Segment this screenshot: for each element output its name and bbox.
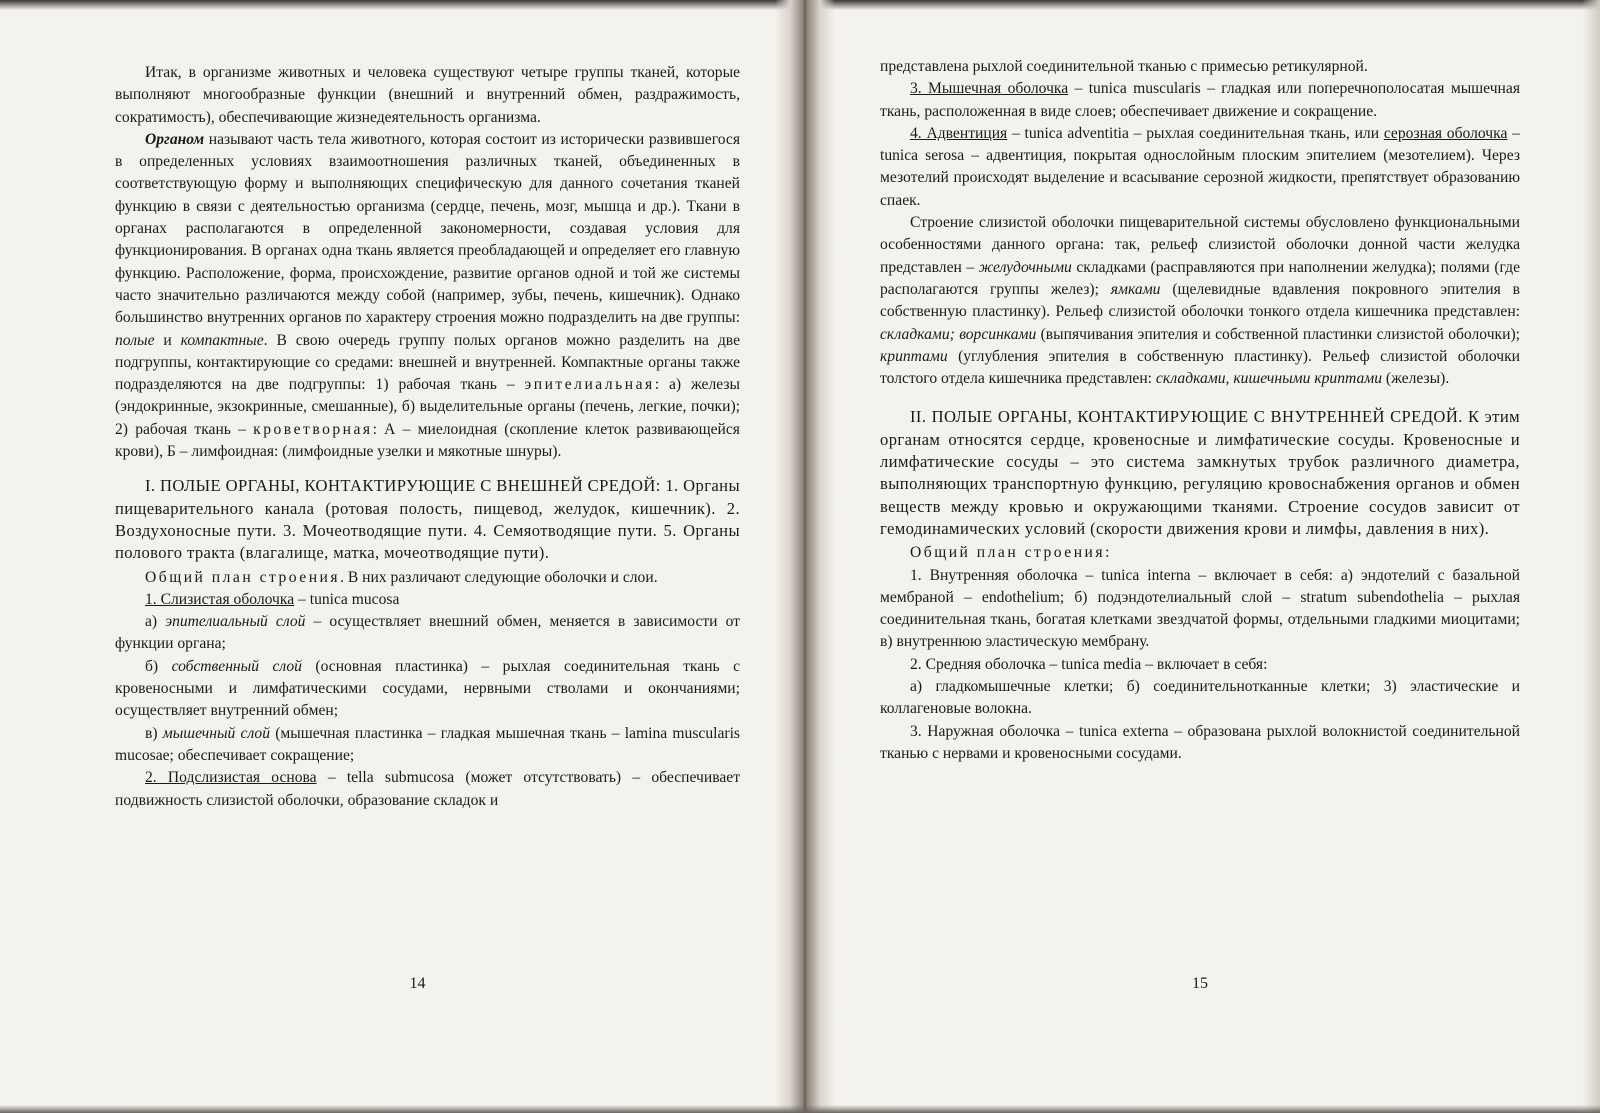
paragraph-mucosa-relief: Строение слизистой оболочки пищеварительной системы обусловлено функциональными особенностями данного органа: так, рельеф слизистой оболочки донной части желудка представлен – желудочными складками (расправляются при наполнении желудка); полями (где располагаются группы желез); ямками (щелевидные вдавления покровного эпителия в собственную пластинку). Рельеф слизистой оболочки тонкого отдела кишечника представлен: складками; ворсинками (выпячивания эпителия и собственной пластинки слизистой оболочки); криптами (углубления эпителия в собственную пластинку). Рельеф слизистой оболочки толстого отдела кишечника представлен: складками, кишечными криптами (железы). [880, 214, 1521, 388]
label-serosa: серозная оболочка [1383, 124, 1508, 142]
item-tunica-media-contents: а) гладкомышечные клетки; б) соединительнотканные клетки; 3) эластические и коллагеновые волокна. [880, 678, 1520, 718]
term-epithelial-layer: эпителиальный слой [165, 613, 306, 631]
item-tunica-interna: 1. Внутренняя оболочка – tunica interna – включает в себя: а) эндотелий с базальной мембраной – endothelium; б) подэндотелиальный слой – stratum subendothelia – рыхлая соединительная ткань, богатая клетками звездчатой формы, отдельными гладкими миоцитами; в) внутреннюю эластическую мембрану. [880, 566, 1520, 651]
scan-right-edge [1582, 0, 1600, 1113]
label-general-plan: Общий план строения [145, 568, 341, 586]
paragraph-intro: Итак, в организме животных и человека существуют четыре группы тканей, которые выполняют многообразные функции (внешний и внутренний обмен, раздражимость, сократимость), обеспечивающие жизнедеятельность организма. [115, 64, 740, 126]
item-tunica-externa: 3. Наружная оболочка – tunica externa – образована рыхлой волокнистой соединительной тканью с нервами и кровеносными сосудами. [880, 722, 1520, 762]
item-muscle-layer: в) мышечный слой (мышечная пластинка – гладкая мышечная ткань – lamina muscularis mucosae; обеспечивает сокращение; [115, 724, 740, 764]
term-gastric: желудочными [978, 258, 1072, 276]
term-hollow: полые [115, 331, 155, 349]
term-hematopoietic: кроветворная [253, 420, 373, 438]
paragraph-organ-definition: Органом называют часть тела животного, которая состоит из исторически развившегося в определенных условиях взаимоотношения различных тканей, объединенных в соответствующую форму и выполняющих специфическую для данного сочетания тканей функцию в связи с деятельностью организма (сердце, печень, мозг, мышца и др.). Ткани в органах располагаются в определенной закономерности, создавая условия для функционирования. В органах одна ткань является преобладающей и определяет его главную функцию. Расположение, форма, происхождение, развитие органов одной и той же системы часто значительно различаются между собой (например, зубы, печень, кишечник). Однако большинство внутренних органов по характеру строения можно подразделить на две группы: полые и компактные. В свою очередь группу полых органов можно разделить на две подгруппы, контактирующие со средами: внешней и внутренней. Компактные органы также подразделяются на две подгруппы: 1) рабочая ткань – эпителиальная: а) железы (эндокринные, экзокринные, смешанные), б) выделительные органы (печень, легкие, почки); 2) рабочая ткань – кроветворная: А – миелоидная (скопление клеток развивающейся крови), Б – лимфоидная: (лимфоидные узелки и мякотные шнуры). [115, 130, 740, 461]
term-pits: ямками [1110, 280, 1161, 298]
item-tunica-media: 2. Средняя оболочка – tunica media – включает в себя: [910, 655, 1268, 673]
right-page-text [880, 56, 1520, 765]
item-muscularis: 3. Мышечная оболочка – tunica muscularis – гладкая или поперечнополосатая мышечная ткань, расположенная в виде слоев; обеспечивает движение и сокращение. [880, 80, 1520, 120]
item-adventitia: 4. Адвентиция – tunica adventitia – рыхлая соединительная ткань, или серозная оболочка – tunica serosa – адвентиция, покрытая однослойным плоским эпителием (мезотелием). Через мезотелий происходят выделение и всасывание серозной жидкости, препятствует образованию спаек. [880, 124, 1520, 209]
paragraph-continuation: представлена рыхлой соединительной тканью с примесью ретикулярной. [880, 58, 1368, 75]
term-crypts: криптами [880, 347, 948, 365]
page-number-left: 14 [409, 975, 426, 992]
term-epithelial: эпителиальная [524, 376, 655, 394]
item-submucosa: 2. Подслизистая основа – tella submucosa (может отсутствовать) – обеспечивает подвижность слизистой оболочки, образование складок и [115, 769, 741, 809]
section-heading-external: I. ПОЛЫЕ ОРГАНЫ, КОНТАКТИРУЮЩИЕ С ВНЕШНЕЙ СРЕДОЙ: 1. Органы пищеварительного канала (ротовая полость, пищевод, желудок, кишечник). 2. Воздухоносные пути. 3. Мочеотводящие пути. 4. Семяотводящие пути. 5. Органы полового тракта (влагалище, матка, мочеотводящие пути). [115, 476, 740, 563]
label-muscularis: 3. Мышечная оболочка [910, 80, 1069, 98]
term-folds-villi: складками; ворсинками [880, 325, 1037, 343]
term-compact: компактные [180, 331, 264, 349]
left-page-text [115, 62, 740, 812]
section-title-external: I. ПОЛЫЕ ОРГАНЫ, КОНТАКТИРУЮЩИЕ С ВНЕШНЕЙ СРЕДОЙ: [145, 476, 661, 496]
label-mucosa: 1. Слизистая оболочка [145, 590, 295, 608]
term-colon: складками, кишечными криптами [1155, 370, 1383, 388]
paragraph-general-plan: Общий план строения. В них различают следующие оболочки и слои. [145, 568, 658, 586]
item-mucosa: 1. Слизистая оболочка – tunica mucosa [145, 590, 400, 608]
label-general-plan-2: Общий план строения: [910, 544, 1112, 562]
term-organ: Органом [145, 130, 205, 148]
term-muscle-layer: мышечный слой [162, 724, 271, 742]
section-heading-internal: II. ПОЛЫЕ ОРГАНЫ, КОНТАКТИРУЮЩИЕ С ВНУТРЕННЕЙ СРЕДОЙ. К этим органам относятся сердце, кровеносные и лимфатические сосуды. Кровеносные и лимфатические сосуды – это система замкнутых трубок различного диаметра, выполняющих транспортную функцию, регуляцию кровоснабжения органов и обмен веществ между кровью и окружающими тканями. Строение сосудов зависит от гемодинамических условий (скорости движения крови и лимфы, давления в них). [880, 407, 1520, 538]
term-own-layer: собственный слой [171, 657, 302, 675]
book-gutter [775, 0, 835, 1113]
page-number-right: 15 [1192, 975, 1208, 992]
right-page [880, 0, 1520, 1113]
label-adventitia: 4. Адвентиция [910, 124, 1008, 142]
item-own-layer: б) собственный слой (основная пластинка) – рыхлая соединительная ткань с кровеносными и лимфатическими сосудами, нервными стволами и окончаниями; осуществляет внутренний обмен; [115, 657, 740, 720]
left-page [115, 0, 740, 1113]
item-epithelial-layer: а) эпителиальный слой – осуществляет внешний обмен, меняется в зависимости от функции органа; [115, 613, 741, 653]
label-submucosa: 2. Подслизистая основа [145, 769, 317, 787]
